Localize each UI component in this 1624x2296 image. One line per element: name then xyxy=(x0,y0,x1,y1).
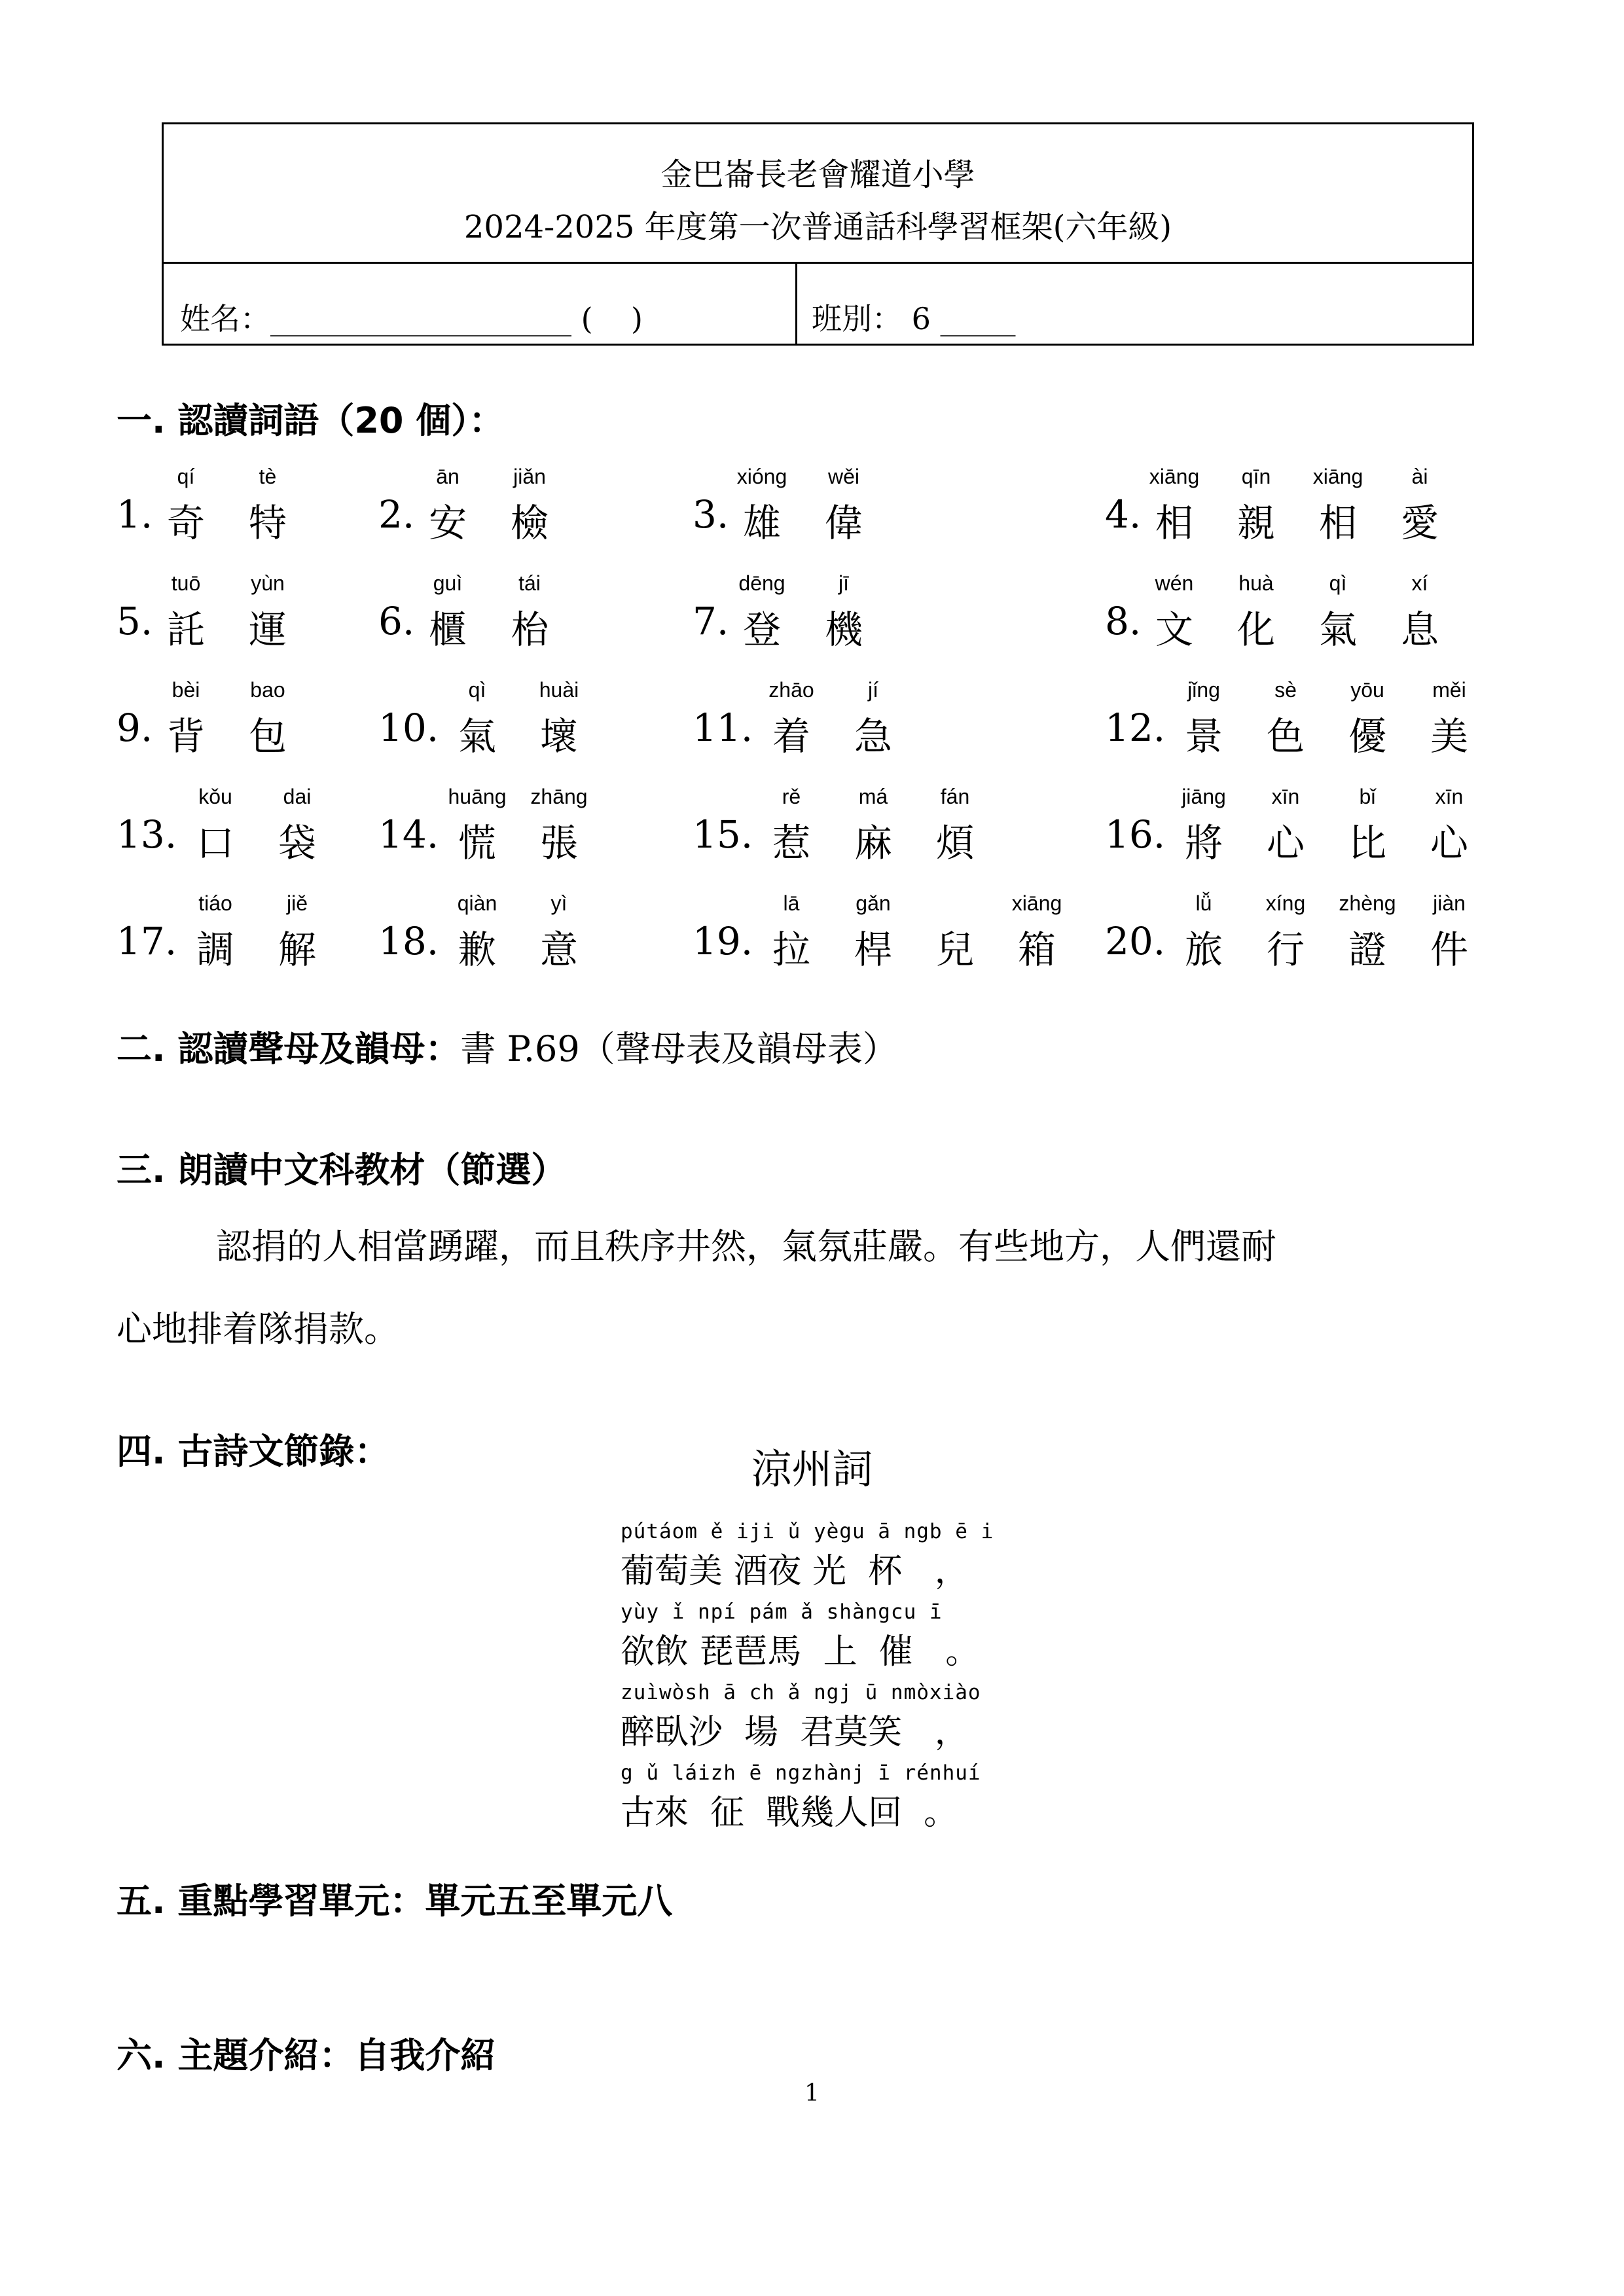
word-character: 文 xyxy=(1155,607,1193,652)
word-pinyin: huà xyxy=(1238,571,1274,595)
word-pinyin: qí xyxy=(177,465,195,488)
word-pinyin: tái xyxy=(518,571,541,595)
word-character: 煩 xyxy=(935,821,974,865)
word-number: 5. xyxy=(117,599,153,643)
word-pinyin: bǐ xyxy=(1359,785,1376,808)
word-character: 登 xyxy=(742,607,781,652)
word-pinyin: qīn xyxy=(1241,465,1271,488)
section-2-title: 二. 認讀聲母及韻母： xyxy=(117,1028,461,1069)
page-number: 1 xyxy=(804,2080,820,2107)
word-character: 息 xyxy=(1400,607,1439,652)
word-pinyin: tuō xyxy=(171,571,201,595)
word-number: 13. xyxy=(117,812,177,857)
word-character: 歉 xyxy=(458,927,496,972)
word-character: 氣 xyxy=(1318,607,1357,652)
word-pinyin: qì xyxy=(1329,571,1347,595)
word-character: 氣 xyxy=(458,714,496,759)
word-pinyin: yōu xyxy=(1350,678,1384,702)
word-character: 親 xyxy=(1236,501,1275,545)
word-character: 張 xyxy=(539,821,578,865)
poem-line-2-pinyin: yùy ǐ npí pám ǎ shàngcu ī xyxy=(621,1600,943,1624)
poem-line-4: 古來 征 戰幾人回 。 xyxy=(621,1793,958,1833)
reading-line-1: 認捐的人相當踴躍，而且秩序井然，氣氛莊嚴。有些地方，人們還耐 xyxy=(216,1226,1276,1267)
word-character: 壞 xyxy=(539,714,578,759)
word-character: 口 xyxy=(196,821,234,865)
word-character: 證 xyxy=(1348,927,1386,972)
word-pinyin: jiàn xyxy=(1433,891,1466,915)
word-character: 相 xyxy=(1155,501,1193,545)
word-pinyin: zhāo xyxy=(768,678,814,702)
word-pinyin: wěi xyxy=(827,465,859,488)
word-pinyin: zhèng xyxy=(1339,891,1396,915)
word-pinyin: huài xyxy=(539,678,579,702)
word-number: 17. xyxy=(117,919,177,963)
word-pinyin: bao xyxy=(250,678,285,702)
word-number: 20. xyxy=(1105,919,1166,963)
word-number: 1. xyxy=(117,492,153,537)
word-character: 相 xyxy=(1318,501,1357,545)
word-character: 特 xyxy=(248,501,287,545)
word-character: 箱 xyxy=(1017,927,1056,972)
word-character: 心 xyxy=(1430,821,1468,865)
word-pinyin: guì xyxy=(433,571,463,595)
word-pinyin: dai xyxy=(283,785,312,808)
word-pinyin: má xyxy=(858,785,888,808)
word-character: 兒 xyxy=(935,927,974,972)
word-character: 背 xyxy=(166,714,205,759)
info-divider xyxy=(795,264,797,344)
poem-line-2: 欲飲 琵琶馬 上 催 。 xyxy=(621,1632,980,1672)
section-1-heading: 一. 認讀詞語（20 個）： xyxy=(117,400,505,441)
word-character: 櫃 xyxy=(428,607,467,652)
word-character: 意 xyxy=(539,927,578,972)
poem-line-1: 葡萄美 酒夜 光 杯 ， xyxy=(621,1552,969,1591)
word-character: 雄 xyxy=(742,501,781,545)
word-character: 將 xyxy=(1184,821,1223,865)
word-number: 2. xyxy=(378,492,415,537)
word-character: 麻 xyxy=(854,821,892,865)
word-character: 袋 xyxy=(278,821,316,865)
word-character: 託 xyxy=(166,607,205,652)
section-4-heading: 四. 古詩文節錄： xyxy=(117,1431,390,1472)
word-number: 12. xyxy=(1105,706,1166,750)
framework-title: 2024-2025 年度第一次普通話科學習框架(六年級) xyxy=(463,209,1172,245)
word-pinyin: jǐng xyxy=(1187,678,1220,702)
word-character: 行 xyxy=(1266,927,1305,972)
student-info-row xyxy=(164,262,1472,344)
word-character: 解 xyxy=(278,927,316,972)
word-pinyin: rě xyxy=(782,785,801,808)
word-pinyin: xiāng xyxy=(1011,891,1062,915)
poem-line-3: 醉臥沙 場 君莫笑 ， xyxy=(621,1713,969,1752)
word-number: 18. xyxy=(378,919,439,963)
word-character: 惹 xyxy=(772,821,810,865)
section-5-heading: 五. 重點學習單元：單元五至單元八 xyxy=(117,1880,673,1922)
word-number: 11. xyxy=(693,706,753,750)
word-character: 旅 xyxy=(1184,927,1223,972)
section-3-heading: 三. 朗讀中文科教材（節選） xyxy=(117,1149,567,1191)
word-pinyin: ài xyxy=(1411,465,1428,488)
word-pinyin: gǎn xyxy=(856,891,891,915)
word-character: 機 xyxy=(824,607,863,652)
word-pinyin: tiáo xyxy=(198,891,232,915)
reading-line-2: 心地排着隊捐款。 xyxy=(117,1308,399,1350)
word-pinyin: dēng xyxy=(738,571,785,595)
word-character: 包 xyxy=(248,714,287,759)
word-character: 偉 xyxy=(824,501,863,545)
word-character: 色 xyxy=(1266,714,1305,759)
word-pinyin: wén xyxy=(1155,571,1194,595)
word-pinyin: ān xyxy=(436,465,460,488)
word-pinyin: tè xyxy=(259,465,277,488)
word-character: 急 xyxy=(854,714,892,759)
section-2-heading xyxy=(117,1021,898,1071)
word-number: 6. xyxy=(378,599,415,643)
word-character: 心 xyxy=(1266,821,1305,865)
word-pinyin: měi xyxy=(1432,678,1466,702)
word-character: 桿 xyxy=(854,927,892,972)
word-number: 7. xyxy=(693,599,729,643)
word-pinyin: jī xyxy=(839,571,849,595)
word-character: 着 xyxy=(772,714,810,759)
word-character: 比 xyxy=(1348,821,1386,865)
word-character: 愛 xyxy=(1400,501,1439,545)
word-pinyin: zhāng xyxy=(530,785,588,808)
word-pinyin: jiāng xyxy=(1182,785,1226,808)
word-pinyin: fán xyxy=(940,785,970,808)
word-character: 件 xyxy=(1430,927,1468,972)
word-number: 10. xyxy=(378,706,439,750)
name-field[interactable]: 姓名：____________________ ( ) xyxy=(180,301,643,336)
word-pinyin: kǒu xyxy=(198,785,232,808)
word-character: 安 xyxy=(428,501,467,545)
word-character: 枱 xyxy=(510,607,549,652)
word-pinyin: jiǎn xyxy=(513,465,546,488)
word-character: 奇 xyxy=(166,501,205,545)
header-box xyxy=(162,122,1474,346)
word-pinyin: qiàn xyxy=(457,891,497,915)
section-2-reference: 書 P.69（聲母表及韻母表） xyxy=(460,1028,898,1069)
word-character: 化 xyxy=(1236,607,1275,652)
word-pinyin: yì xyxy=(550,891,568,915)
word-number: 19. xyxy=(693,919,753,963)
word-pinyin: bèi xyxy=(171,678,200,702)
word-number: 14. xyxy=(378,812,439,857)
section-6-heading: 六. 主題介紹：自我介紹 xyxy=(117,2035,496,2076)
poem-line-4-pinyin: g ǔ láizh ē ngzhànj ī rénhuí xyxy=(621,1761,981,1785)
word-character: 美 xyxy=(1430,714,1468,759)
word-number: 4. xyxy=(1105,492,1142,537)
word-character: 拉 xyxy=(772,927,810,972)
school-name: 金巴崙長老會耀道小學 xyxy=(660,156,975,193)
class-field[interactable]: 班別： 6 _____ xyxy=(812,301,1016,336)
word-number: 8. xyxy=(1105,599,1142,643)
poem-title: 涼州詞 xyxy=(751,1445,873,1493)
word-pinyin: xiāng xyxy=(1149,465,1200,488)
word-character: 運 xyxy=(248,607,287,652)
word-pinyin: sè xyxy=(1274,678,1297,702)
word-character: 優 xyxy=(1348,714,1386,759)
word-pinyin: xíng xyxy=(1265,891,1306,915)
word-pinyin: xiāng xyxy=(1312,465,1363,488)
word-pinyin: xīn xyxy=(1435,785,1464,808)
poem-line-1-pinyin: pútáom ě iji ǔ yègu ā ngb ē i xyxy=(621,1520,994,1543)
word-pinyin: lǚ xyxy=(1195,891,1212,915)
word-character: 景 xyxy=(1184,714,1223,759)
word-character: 檢 xyxy=(510,501,549,545)
word-pinyin: xióng xyxy=(736,465,787,488)
word-pinyin: yùn xyxy=(251,571,285,595)
word-pinyin: huāng xyxy=(448,785,507,808)
word-number: 15. xyxy=(693,812,753,857)
word-pinyin: jiě xyxy=(286,891,308,915)
word-number: 9. xyxy=(117,706,153,750)
word-pinyin: jí xyxy=(868,678,878,702)
word-pinyin: lā xyxy=(783,891,800,915)
word-pinyin: xí xyxy=(1411,571,1428,595)
word-number: 16. xyxy=(1105,812,1166,857)
word-pinyin: xīn xyxy=(1271,785,1300,808)
word-character: 調 xyxy=(196,927,234,972)
word-number: 3. xyxy=(693,492,729,537)
word-character: 慌 xyxy=(458,821,496,865)
word-pinyin: qì xyxy=(468,678,486,702)
poem-line-3-pinyin: zuìwòsh ā ch ǎ ngj ū nmòxiào xyxy=(621,1681,981,1704)
